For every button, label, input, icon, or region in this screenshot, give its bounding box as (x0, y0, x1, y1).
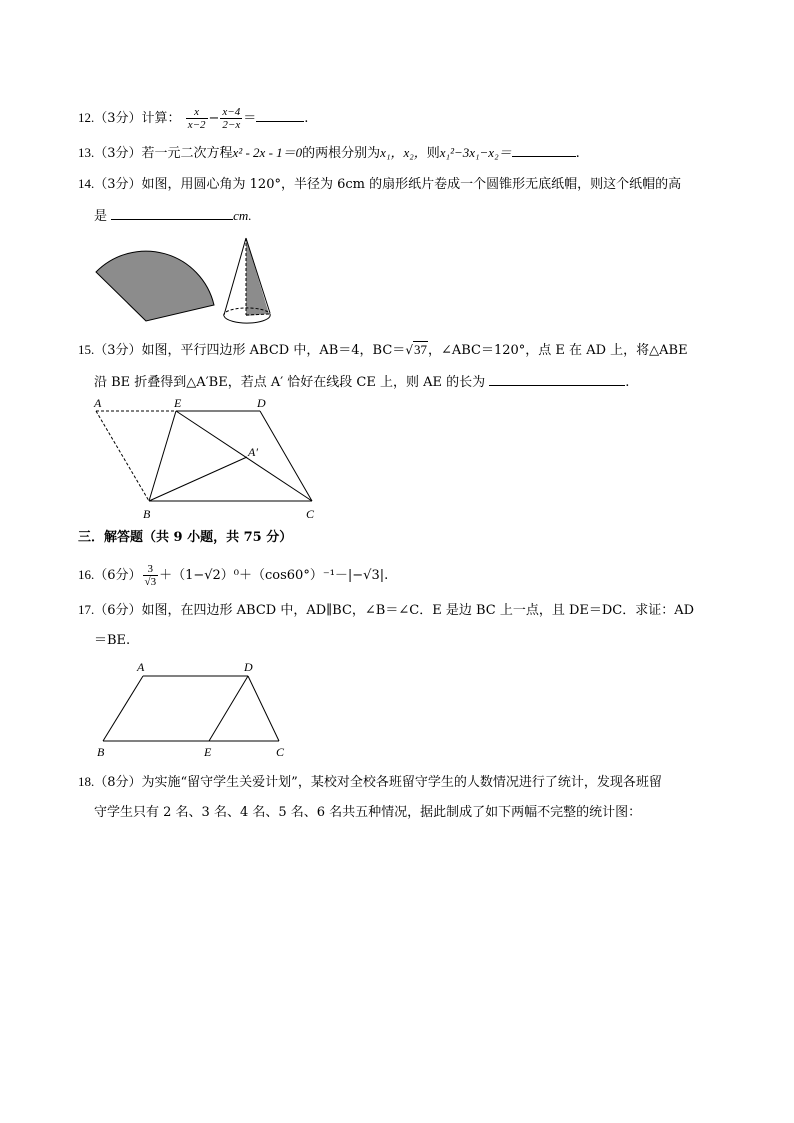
segment-BE (149, 411, 176, 501)
cone-figure (222, 236, 274, 328)
score: （8分） (94, 775, 142, 790)
roots: x₁，x₂， (380, 145, 427, 160)
label-D: D (257, 396, 266, 410)
equals-sign: ＝ (243, 111, 257, 126)
question-text: 为实施“留守学生关爱计划”，某校对全校各班留守学生的人数情况进行了统计，发现各班留 (141, 775, 662, 790)
score: （6分） (94, 603, 142, 618)
label-A: A (94, 396, 102, 410)
period: . (304, 111, 309, 126)
label-A-prime: A′ (248, 445, 258, 459)
expression: x₁²−3x₁−x₂＝ (439, 145, 512, 160)
fraction-2: $\frac{x-4}{2-x}$ (222, 106, 241, 131)
question-number: 17. (78, 602, 95, 617)
question-17-line-2 (94, 633, 130, 649)
period: . (575, 146, 580, 161)
question-14-line-1 (78, 176, 681, 193)
label-E: E (174, 396, 182, 410)
minus-sign: − (208, 111, 220, 126)
score: （6分） (94, 568, 142, 583)
question-14-line-2 (94, 207, 252, 225)
question-16 (78, 563, 388, 588)
label-B: B (143, 507, 151, 521)
question-17-line-1 (78, 602, 694, 619)
question-text: ＝BE. (94, 633, 131, 648)
label-E: E (204, 745, 212, 759)
section-title: 三．解答题（共 9 小题，共 75 分） (78, 530, 293, 545)
fraction: $\frac{3}{√3}$ (144, 563, 157, 588)
question-text: 守学生只有 2 名、3 名、4 名、5 名、6 名共五种情况，据此制成了如下两幅不完整的统计图： (94, 805, 642, 820)
question-number: 13. (78, 145, 95, 160)
score: （3分） (94, 343, 142, 358)
question-13 (78, 144, 580, 162)
score: （3分） (94, 177, 142, 192)
question-12 (78, 106, 308, 131)
segment-EC (176, 411, 312, 501)
sector-shape (96, 251, 214, 321)
sqrt-value: 37 (413, 342, 427, 357)
question-text-b: ，∠ABC＝120°，点 E 在 AD 上，将△ABE (427, 343, 688, 358)
question-number: 14. (78, 176, 95, 191)
question-15-line-2 (94, 373, 629, 391)
parallelogram-figure (90, 394, 330, 522)
sqrt-sign: √ (405, 343, 413, 357)
unit: cm. (233, 208, 252, 223)
fraction-1: $\frac{x}{x-2}$ (187, 106, 206, 131)
quadrilateral-figure (94, 658, 294, 760)
question-15-line-1 (78, 342, 688, 359)
question-18-line-2 (94, 805, 641, 821)
answer-blank[interactable] (111, 207, 233, 220)
segment-DE (209, 676, 248, 741)
question-number: 16. (78, 567, 95, 582)
segment-DC (248, 676, 279, 741)
question-text-c: 则 (426, 146, 440, 161)
question-number: 15. (78, 342, 95, 357)
segment-AB (103, 676, 143, 741)
label-C: C (306, 507, 315, 521)
label-D: D (244, 660, 253, 674)
score: （3分） (94, 111, 142, 126)
equation: x² - 2x - 1＝0 (232, 145, 303, 160)
answer-blank[interactable] (256, 109, 304, 122)
question-number: 12. (78, 110, 95, 125)
question-text-b: 的两根分别为 (302, 146, 381, 161)
question-text: 沿 BE 折叠得到△A′BE，若点 A′ 恰好在线段 CE 上，则 AE 的长为 (94, 375, 486, 390)
segment-BA1 (149, 457, 247, 501)
question-text: 是 (94, 209, 108, 224)
question-text: 如图，平行四边形 ABCD 中，AB＝4，BC＝ (141, 343, 406, 358)
segment-AB (96, 411, 149, 501)
segment-DC (260, 411, 312, 501)
sector-figure (94, 235, 218, 327)
score: （3分） (94, 146, 142, 161)
section-3-heading (78, 530, 292, 546)
question-text: 如图，用圆心角为 120°，半径为 6cm 的扇形纸片卷成一个圆锥形无底纸帽，则这个纸帽的高 (141, 177, 682, 192)
label-A: A (137, 660, 145, 674)
label-B: B (97, 745, 105, 759)
label-C: C (276, 745, 285, 759)
question-number: 18. (78, 774, 95, 789)
cone-side-left (224, 238, 246, 315)
question-text: 若一元二次方程 (141, 146, 233, 161)
question-text: 如图，在四边形 ABCD 中，AD∥BC，∠B＝∠C．E 是边 BC 上一点，且 DE＝DC．求证：AD (141, 603, 695, 618)
question-text: 计算： (141, 111, 181, 126)
period: . (625, 375, 630, 390)
expression: ＋（1−√2）⁰＋（cos60°）⁻¹－|−√3|. (159, 568, 389, 583)
answer-blank[interactable] (489, 373, 625, 386)
question-18-line-1 (78, 774, 662, 791)
answer-blank[interactable] (512, 144, 576, 157)
